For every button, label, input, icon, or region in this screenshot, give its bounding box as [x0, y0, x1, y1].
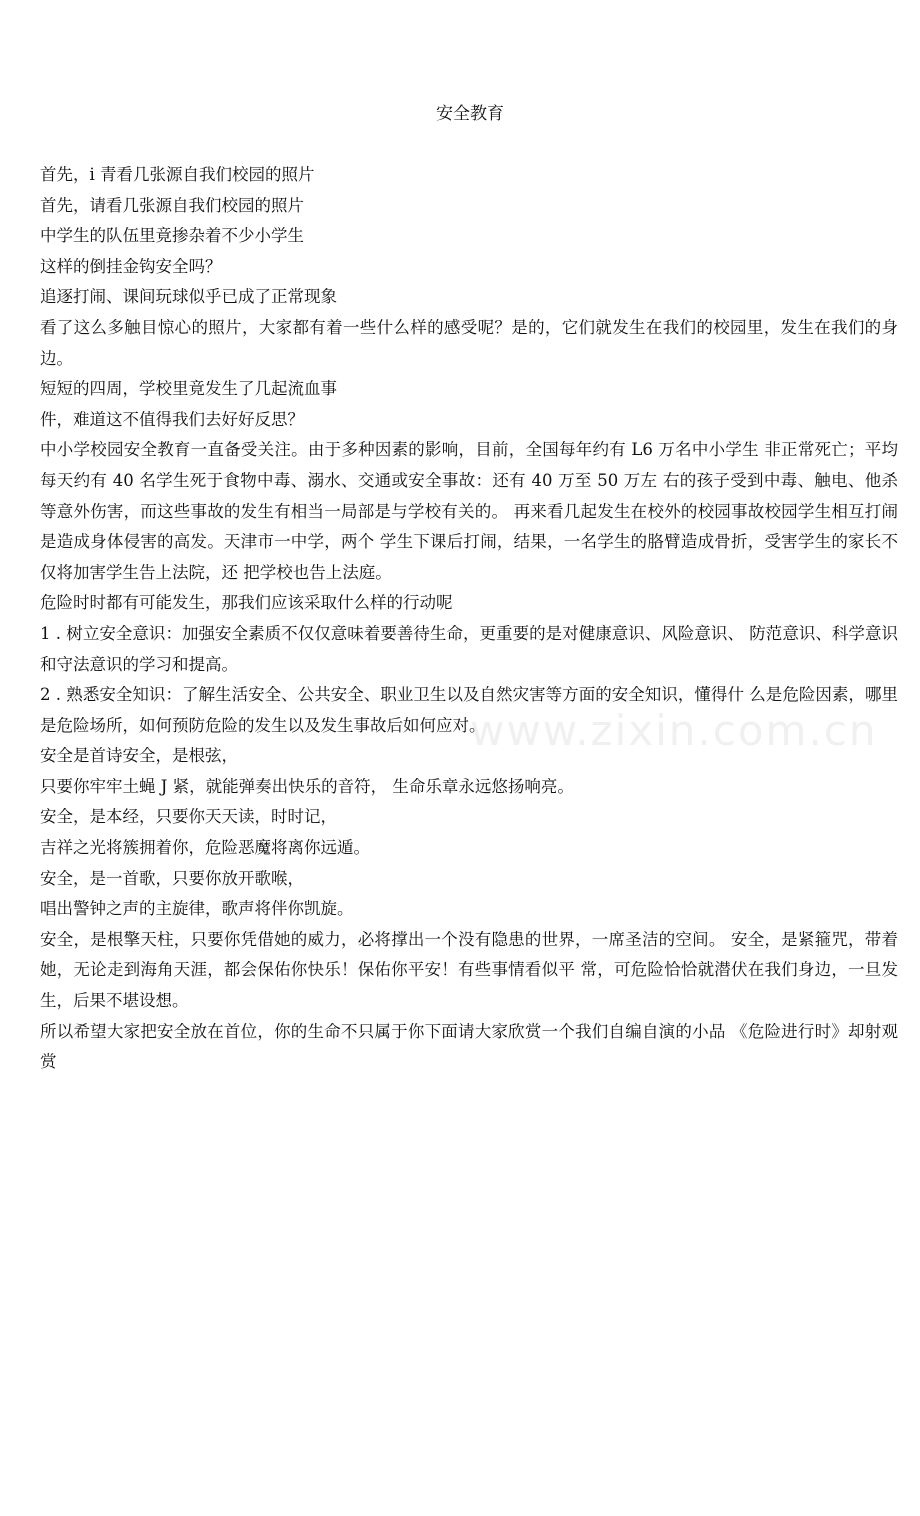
document-title: 安全教育 [436, 104, 504, 124]
paragraph: 短短的四周，学校里竟发生了几起流血事 [40, 379, 337, 399]
paragraph: 件，难道这不值得我们去好好反思？ [40, 409, 304, 429]
paragraph: 唱出警钟之声的主旋律，歌声将伴你凯旋。 [40, 899, 354, 919]
list-item: 2 . 熟悉安全知识：了解生活安全、公共安全、职业卫生以及自然灾害等方面的安全知识，懂得什 么是危险因素，哪里是危险场所，如何预防危险的发生以及发生事故后如何应对。 [40, 685, 898, 735]
list-item: 1 . 树立安全意识：加强安全素质不仅仅意味着要善待生命，更重要的是对健康意识、风险意识、 防范意识、科学意识和守法意识的学习和提高。 [40, 623, 898, 674]
watermark: www.zixin.com.cn [470, 706, 878, 755]
paragraph: 追逐打闹、课间玩球似乎已成了正常现象 [40, 287, 337, 307]
paragraph: 看了这么多触目惊心的照片，大家都有着一些什么样的感受呢？是的，它们就发生在我们的校园里，发生在我们的身边。 [40, 317, 898, 368]
paragraph: 危险时时都有可能发生，那我们应该采取什么样的行动呢 [40, 593, 453, 613]
paragraph: 首先，请看几张源自我们校园的照片 [40, 195, 304, 215]
paragraph: 吉祥之光将簇拥着你，危险恶魔将离你远遁。 [40, 838, 370, 858]
paragraph: 中小学校园安全教育一直备受关注。由于多种因素的影响，目前，全国每年约有 L6 万名中小学生 非正常死亡；平均每天约有 40 名学生死于食物中毒、溺水、交通或安全事故：还有 40 万至 50 万左 右的孩子受到中毒、触电、他杀等意外伤害，而这些事故的发生有相当一局部是与学校有关的。 再来看几起发生在校外的校园事故校园学生相互打闹是造成身体侵害的高发。天津市一中学，两个 学生下课后打闹，结果，一名学生的胳臂造成骨折，受害学生的家长不仅将加害学生告上法院，还 把学校也告上法庭。 [40, 440, 898, 582]
paragraph: 安全是首诗安全，是根弦， [40, 746, 238, 766]
paragraph: 安全，是本经，只要你天天读，时时记， [40, 807, 337, 827]
paragraph: 只要你牢牢土蝇 J 紧，就能弹奏出快乐的音符， 生命乐章永远悠扬响亮。 [40, 776, 574, 796]
paragraph: 首先，i 青看几张源自我们校园的照片 [40, 165, 315, 184]
paragraph: 安全，是一首歌，只要你放开歌喉， [40, 868, 304, 888]
document-body [40, 160, 898, 1078]
paragraph: 安全，是根擎天柱，只要你凭借她的威力，必将撑出一个没有隐患的世界，一席圣洁的空间。 安全，是紧箍咒，带着她，无论走到海角天涯，都会保佑你快乐！保佑你平安！有些事情看似平 常，可危险恰恰就潜伏在我们身边，一旦发生，后果不堪设想。 [40, 929, 898, 1011]
paragraph: 这样的倒挂金钩安全吗？ [40, 256, 222, 276]
paragraph: 所以希望大家把安全放在首位，你的生命不只属于你下面请大家欣赏一个我们自编自演的小品 《危险进行时》却射观赏 [40, 1021, 898, 1072]
paragraph: 中学生的队伍里竟掺杂着不少小学生 [40, 226, 304, 246]
